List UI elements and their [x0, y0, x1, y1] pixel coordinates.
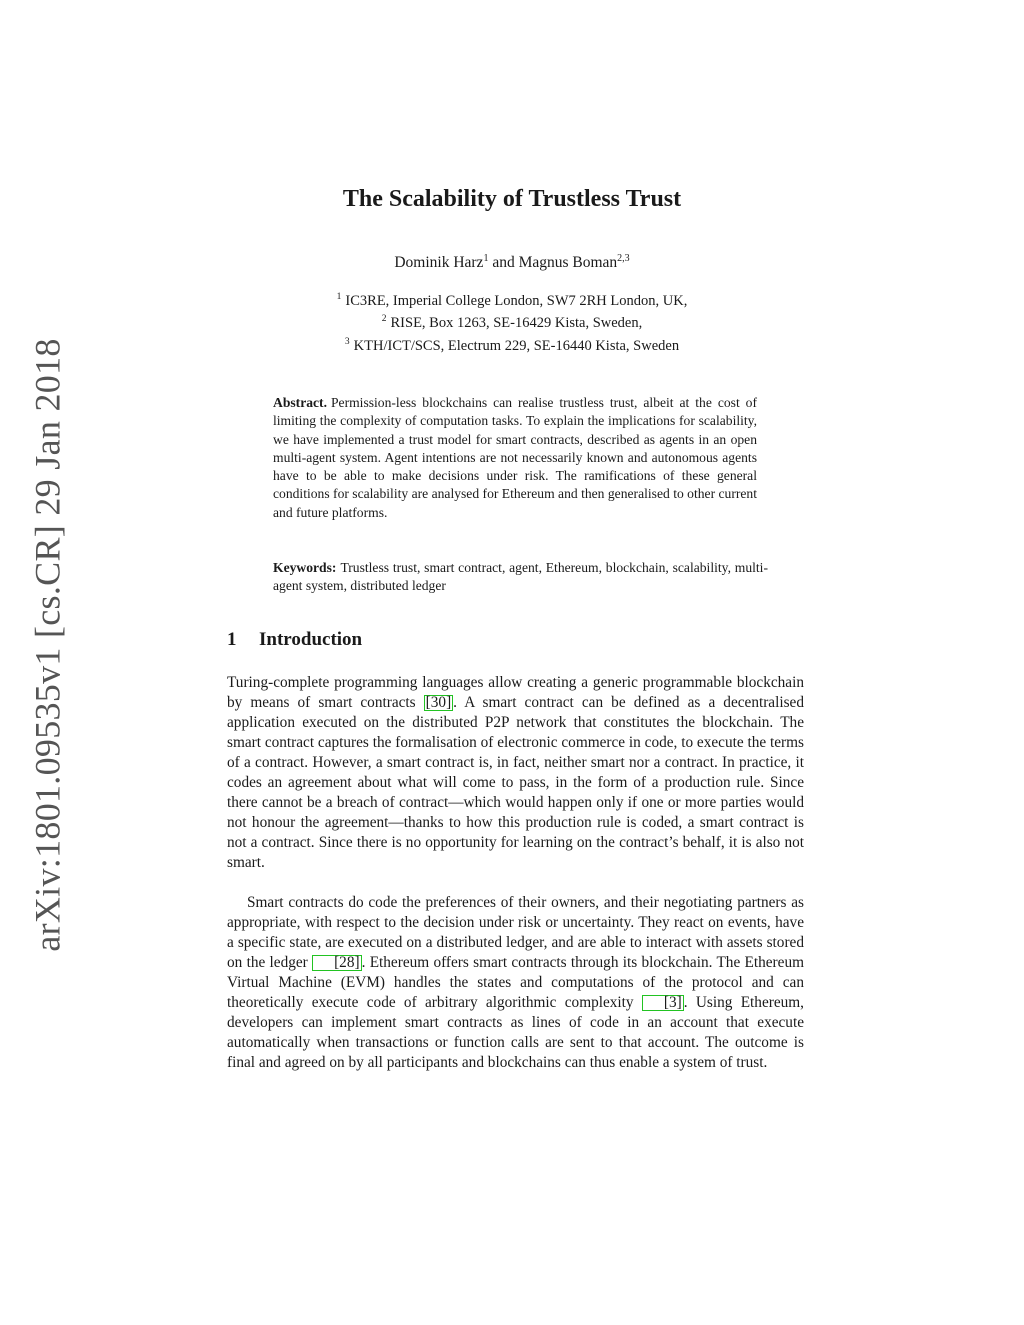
citation-link-28[interactable]: [28]: [312, 955, 362, 971]
affiliation-item: [0, 288, 1024, 310]
abstract: [273, 394, 757, 522]
arxiv-identifier-stamp: [8, 338, 88, 952]
intro-paragraph-2: [227, 893, 804, 1073]
affiliation-list: [0, 288, 1024, 355]
affiliation-text: IC3RE, Imperial College London, SW7 2RH London, UK,: [345, 292, 688, 309]
intro-paragraph-1: [227, 673, 804, 873]
citation-link-3[interactable]: [3]: [642, 995, 684, 1011]
author-harz-affiliation-mark: 1: [483, 253, 489, 264]
keywords: [273, 559, 768, 596]
keywords-label: Keywords:: [273, 560, 337, 575]
keywords-text: Trustless trust, smart contract, agent, Ethereum, blockchain, scalability, multi-agent system, distributed ledger: [273, 560, 768, 594]
affiliation-mark: 3: [344, 336, 350, 347]
author-harz: Dominik Harz: [394, 254, 484, 272]
paragraph-text: . A smart contract can be defined as a decentralised application executed on the distributed P2P network that constitutes the blockchain. The smart contract captures the formalisation of electronic commerce in code, to execute the terms of a contract. However, a smart contract is, in fact, neither smart nor a contract. In practice, it codes an agreement about what will come to pass, in the form of a production rule. Since there cannot be a breach of contract—which would happen only if one or more parties would not honour the agreement—thanks to how this production rule is coded, a smart contract is not a contract. Since there is no opportunity for learning on the contract’s behalf, it is also not smart.: [227, 694, 804, 871]
section-number: 1: [227, 629, 237, 650]
section-heading-introduction: [227, 629, 362, 651]
affiliation-text: KTH/ICT/SCS, Electrum 229, SE-16440 Kista, Sweden: [353, 337, 680, 354]
author-line: [0, 253, 1024, 272]
author-connector: and: [488, 254, 519, 272]
affiliation-item: [0, 310, 1024, 332]
abstract-text: Permission-less blockchains can realise trustless trust, albeit at the cost of limiting the complexity of computation tasks. To explain the implications for scalability, we have implemented a trust model for smart contracts, described as agents in an open multi-agent system. Agent intentions are not necessarily known and autonomous agents have to be able to make decisions under risk. The ramifications of these general conditions for scalability are analysed for Ethereum and then generalised to other current and future platforms.: [273, 395, 757, 520]
affiliation-mark: 1: [336, 292, 342, 302]
author-boman: Magnus Boman: [518, 254, 618, 272]
abstract-label: Abstract.: [273, 395, 327, 410]
paragraph-text: . Using Ethereum, developers can implement smart contracts as lines of code in an account that execute automatically when transactions or function calls are sent to that account. The outcome is final and agreed on by all participants and blockchains can thus enable a system of trust.: [227, 994, 804, 1071]
paper-title: The Scalability of Trustless Trust: [342, 186, 682, 212]
citation-link-30[interactable]: [30]: [425, 694, 452, 711]
affiliation-text: RISE, Box 1263, SE-16429 Kista, Sweden,: [390, 315, 643, 332]
section-title: Introduction: [259, 629, 363, 650]
paragraph-text: Smart contracts do code the preferences of their owners, and their negotiating partners as appropriate, with respect to the decision under risk or uncertainty. They react on events, have a specific state, are executed on a distributed ledger, and are able to interact with assets stored on the ledger: [227, 894, 804, 971]
author-boman-affiliation-mark: 2,3: [617, 253, 630, 264]
arxiv-identifier-text: arXiv:1801.09535v1 [cs.CR] 29 Jan 2018: [28, 338, 69, 952]
affiliation-mark: 2: [381, 314, 387, 325]
paragraph-text: . Ethereum offers smart contracts through its blockchain. The Ethereum Virtual Machine (EVM) handles the states and computations of the protocol and can theoretically execute code of arbitrary algorithmic complexity: [227, 954, 804, 1011]
affiliation-item: [0, 333, 1024, 355]
paragraph-text: Turing-complete programming languages allow creating a generic programmable blockchain by means of smart contracts: [227, 674, 804, 711]
